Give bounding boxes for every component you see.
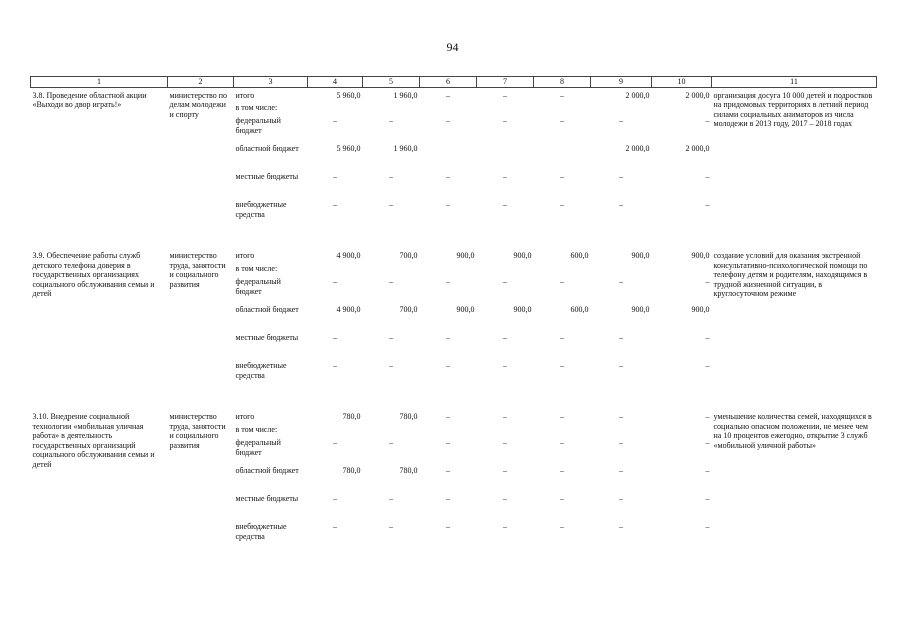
funding-value: – [560, 172, 564, 182]
funding-value [534, 103, 591, 116]
funding-value: – [446, 361, 450, 371]
measure-executor: министерство труда, занятости и социального развития [169, 251, 226, 289]
funding-value: – [619, 277, 623, 287]
funding-source: местные бюджеты [235, 494, 299, 504]
table-row [31, 409, 877, 425]
measure-description: 3.8. Проведение областной акции «Выходи во двор играть!» [32, 90, 147, 110]
funding-value: – [705, 361, 710, 371]
column-header-2: 2 [168, 77, 234, 88]
funding-value: – [705, 466, 710, 476]
funding-value: – [560, 361, 564, 371]
funding-source: местные бюджеты [235, 333, 299, 343]
funding-value: – [446, 494, 450, 504]
funding-value: – [503, 466, 507, 476]
funding-value: – [333, 494, 337, 504]
funding-value: – [446, 200, 450, 210]
funding-value: 900,0 [456, 305, 475, 315]
funding-value: – [446, 412, 450, 422]
funding-value: – [333, 116, 337, 126]
funding-value: – [333, 361, 337, 371]
funding-source: местные бюджеты [235, 172, 299, 182]
funding-value: 600,0 [570, 251, 589, 261]
funding-source: в том числе: [235, 425, 278, 435]
funding-value: – [446, 277, 450, 287]
expected-result: создание условий для оказания экстренной консультативно-психологической помощи по телефону детям и родителям, находящимся в трудной жизненной ситуации, в круглосуточном режиме [713, 251, 868, 299]
measure-description: 3.10. Внедрение социальной технологии «мобильная уличная работа» в деятельность государственных организаций социального обслуживания семьи и детей [32, 412, 155, 470]
funding-value: – [389, 438, 393, 448]
funding-value [308, 264, 363, 277]
funding-value: – [560, 200, 564, 210]
column-header-1: 1 [31, 77, 168, 88]
funding-value: 600,0 [570, 305, 589, 315]
funding-value [363, 103, 420, 116]
funding-value: 900,0 [456, 251, 475, 261]
funding-value: – [389, 333, 393, 343]
funding-value: – [503, 200, 507, 210]
funding-value: – [333, 200, 337, 210]
funding-value: – [705, 200, 710, 210]
funding-value [420, 103, 477, 116]
funding-value [308, 103, 363, 116]
funding-value: – [619, 200, 623, 210]
funding-value: 780,0 [399, 466, 418, 476]
funding-source: федеральный бюджет [235, 277, 281, 296]
funding-value [591, 103, 652, 116]
column-header-3: 3 [234, 77, 308, 88]
funding-value [477, 144, 534, 172]
header-row [31, 77, 877, 88]
funding-value: – [619, 438, 623, 448]
funding-value: – [560, 116, 564, 126]
funding-value: – [333, 522, 337, 532]
column-header-8: 8 [534, 77, 591, 88]
funding-value: 700,0 [399, 305, 418, 315]
funding-value: – [619, 361, 623, 371]
funding-value: – [560, 277, 564, 287]
funding-value [591, 264, 652, 277]
funding-value: – [560, 466, 564, 476]
funding-value: – [389, 172, 393, 182]
table-row [31, 248, 877, 264]
funding-value [420, 425, 477, 438]
funding-value [652, 264, 712, 277]
funding-value: – [503, 116, 507, 126]
funding-source: в том числе: [235, 264, 278, 274]
table-body [31, 87, 877, 550]
column-header-4: 4 [308, 77, 363, 88]
funding-value [420, 144, 477, 172]
funding-value: 900,0 [513, 251, 532, 261]
funding-value: 700,0 [399, 251, 418, 261]
funding-value: 5 960,0 [336, 90, 361, 100]
funding-value: – [560, 494, 564, 504]
measure-executor: министерство труда, занятости и социального развития [169, 412, 226, 450]
funding-value: – [503, 494, 507, 504]
funding-value: – [333, 277, 337, 287]
funding-value [308, 425, 363, 438]
funding-value: – [333, 438, 337, 448]
funding-value: – [503, 277, 507, 287]
funding-value [363, 425, 420, 438]
funding-value [420, 264, 477, 277]
funding-source: областной бюджет [235, 466, 299, 476]
funding-value: 2 000,0 [685, 144, 710, 154]
funding-value: – [389, 116, 393, 126]
funding-value: – [619, 116, 623, 126]
funding-value: 780,0 [399, 412, 418, 422]
column-header-7: 7 [477, 77, 534, 88]
funding-value: 900,0 [691, 305, 710, 315]
funding-value: 900,0 [513, 305, 532, 315]
funding-value: – [389, 200, 393, 210]
funding-value [477, 264, 534, 277]
funding-value: 780,0 [342, 466, 361, 476]
funding-value: – [446, 466, 450, 476]
block-spacer [31, 228, 877, 248]
funding-value: – [619, 172, 623, 182]
funding-value: 2 000,0 [625, 90, 650, 100]
funding-value [652, 103, 712, 116]
funding-source: итого [235, 90, 255, 100]
funding-source: внебюджетные средства [235, 200, 287, 219]
funding-value: – [446, 172, 450, 182]
funding-source: областной бюджет [235, 305, 299, 315]
funding-value: – [333, 333, 337, 343]
funding-value: 4 900,0 [336, 251, 361, 261]
program-table [30, 76, 877, 550]
funding-source: итого [235, 251, 255, 261]
page-number: 94 [446, 40, 459, 54]
funding-value [477, 425, 534, 438]
funding-value [534, 425, 591, 438]
measure-executor: министерство по делам молодежи и спорту [169, 90, 228, 119]
funding-value [652, 425, 712, 438]
column-header-5: 5 [363, 77, 420, 88]
funding-value: – [705, 277, 710, 287]
funding-source: федеральный бюджет [235, 116, 281, 135]
funding-value: – [619, 412, 623, 422]
funding-value: – [560, 412, 564, 422]
funding-value: – [446, 333, 450, 343]
funding-value: – [446, 116, 450, 126]
funding-value: – [705, 522, 710, 532]
funding-value [534, 264, 591, 277]
funding-value: – [705, 116, 710, 126]
funding-value: – [560, 522, 564, 532]
funding-value: – [446, 522, 450, 532]
funding-value: – [503, 90, 507, 100]
funding-source: в том числе: [235, 103, 278, 113]
funding-value [363, 264, 420, 277]
column-header-11: 11 [712, 77, 877, 88]
funding-value: – [619, 466, 623, 476]
measure-description: 3.9. Обеспечение работы служб детского телефона доверия в государственных организациях социального обслуживания семьи и детей [32, 251, 155, 299]
funding-source: внебюджетные средства [235, 361, 287, 380]
funding-source: областной бюджет [235, 144, 299, 154]
funding-value: 900,0 [631, 305, 650, 315]
funding-value [591, 425, 652, 438]
column-header-10: 10 [652, 77, 712, 88]
funding-value: – [560, 90, 564, 100]
funding-value: 4 900,0 [336, 305, 361, 315]
funding-value: – [619, 522, 623, 532]
funding-source: внебюджетные средства [235, 522, 287, 541]
funding-value: 900,0 [691, 251, 710, 261]
funding-value: – [705, 438, 710, 448]
funding-source: федеральный бюджет [235, 438, 281, 457]
funding-value: – [619, 494, 623, 504]
expected-result: организация досуга 10 000 детей и подростков на придомовых территориях в летний период силами социальных аниматоров из числа молодежи в 2013 году, 2017 – 2018 годах [713, 90, 873, 129]
column-header-9: 9 [591, 77, 652, 88]
table-row [31, 87, 877, 103]
funding-value: – [503, 361, 507, 371]
funding-value: – [446, 438, 450, 448]
funding-value: – [705, 494, 710, 504]
funding-value [477, 103, 534, 116]
funding-value: – [560, 333, 564, 343]
funding-value: – [705, 412, 710, 422]
funding-value: 2 000,0 [625, 144, 650, 154]
funding-value: 2 000,0 [685, 90, 710, 100]
funding-value: – [389, 494, 393, 504]
funding-value: – [619, 333, 623, 343]
funding-value: – [705, 172, 710, 182]
funding-value: – [503, 412, 507, 422]
funding-value: 780,0 [342, 412, 361, 422]
funding-value: – [560, 438, 564, 448]
funding-value: – [333, 172, 337, 182]
block-spacer [31, 389, 877, 409]
column-header-6: 6 [420, 77, 477, 88]
funding-value: 1 960,0 [393, 90, 418, 100]
funding-source: итого [235, 412, 255, 422]
funding-value: – [389, 522, 393, 532]
funding-value: – [705, 333, 710, 343]
funding-value: – [503, 172, 507, 182]
expected-result: уменьшение количества семей, находящихся в социально опасном положении, не менее чем на 10 процентов ежегодно, открытие 3 служб «мобильной уличной работы» [713, 412, 872, 450]
funding-value: – [446, 90, 450, 100]
funding-value: 1 960,0 [393, 144, 418, 154]
funding-value: – [503, 333, 507, 343]
funding-value: – [503, 522, 507, 532]
funding-value: – [389, 277, 393, 287]
funding-value: – [503, 438, 507, 448]
funding-value: 900,0 [631, 251, 650, 261]
funding-value: – [389, 361, 393, 371]
funding-value: 5 960,0 [336, 144, 361, 154]
funding-value [534, 144, 591, 172]
